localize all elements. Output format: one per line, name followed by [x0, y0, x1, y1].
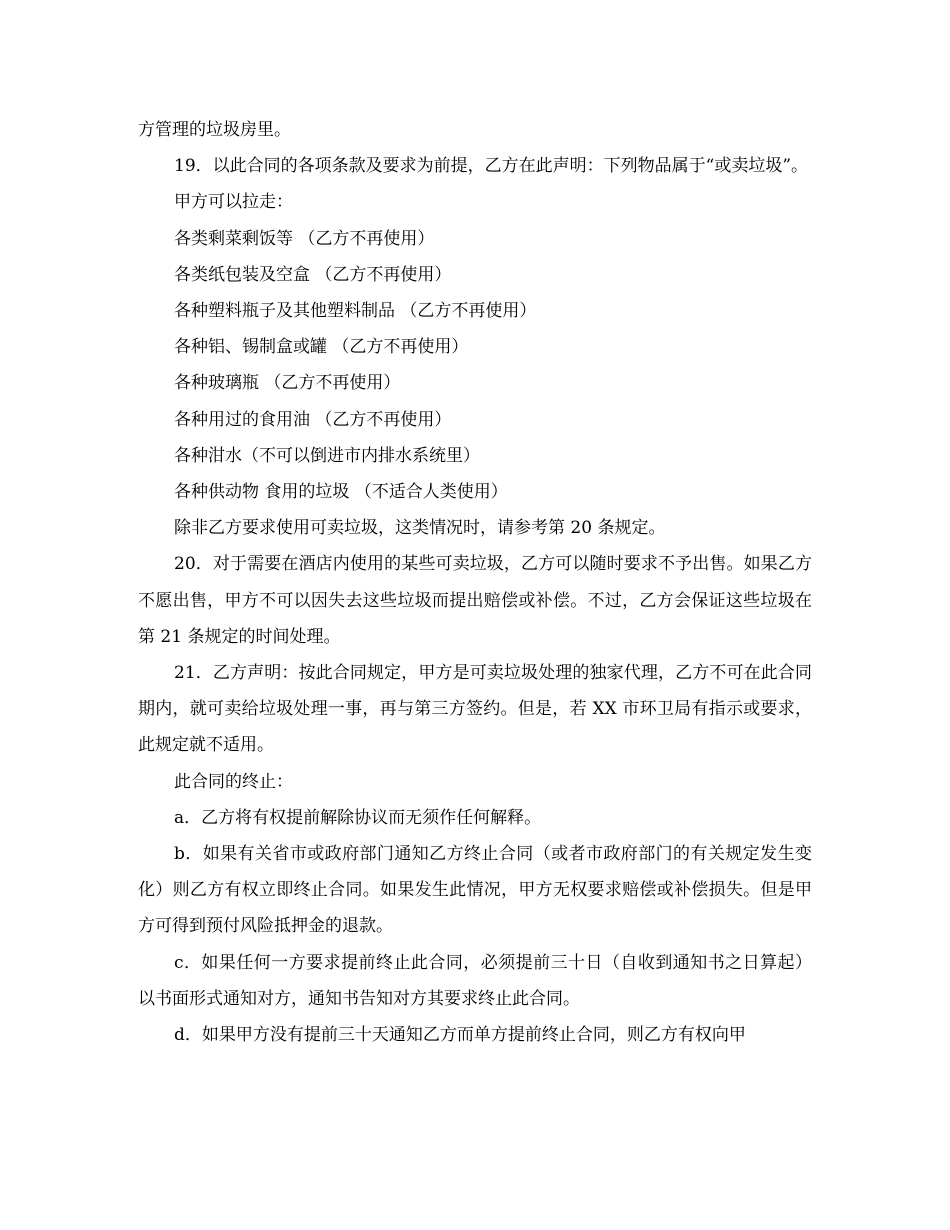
list-item: 各种铝、锡制盒或罐 （乙方不再使用）	[174, 337, 469, 358]
list-item: 各种泔水（不可以倒进市内排水系统里）	[174, 445, 480, 466]
list-item: 各种用过的食用油 （乙方不再使用）	[174, 409, 452, 430]
paragraph-continuation: 方管理的垃圾房里。	[138, 120, 291, 140]
termination-item-b: b．如果有关省市或政府部门通知乙方终止合同（或者市政府部门的有关规定发生变化）则乙方有权立即终止合同。如果发生此情况，甲方无权要求赔偿或补偿损失。但是甲方可得到预付风险抵押金的退款。	[138, 844, 812, 937]
list-intro: 甲方可以拉走：	[174, 192, 293, 213]
document-body	[138, 112, 812, 1053]
list-item: 各类剩菜剩饭等 （乙方不再使用）	[174, 228, 435, 249]
termination-heading: 此合同的终止：	[174, 771, 293, 792]
termination-item-a: a．乙方将有权提前解除协议而无须作任何解释。	[174, 807, 542, 828]
clause-20: 20．对于需要在酒店内使用的某些可卖垃圾，乙方可以随时要求不予出售。如果乙方不愿出售，甲方不可以因失去这些垃圾而提出赔偿或补偿。不过，乙方会保证这些垃圾在第 21 条规定的时间处理。	[138, 554, 812, 647]
list-item: 各种玻璃瓶 （乙方不再使用）	[174, 373, 401, 394]
list-note: 除非乙方要求使用可卖垃圾，这类情况时，请参考第 20 条规定。	[174, 518, 666, 539]
clause-19: 19．以此合同的各项条款及要求为前提，乙方在此声明：下列物品属于“或卖垃圾”。	[174, 156, 809, 177]
list-item: 各类纸包装及空盒 （乙方不再使用）	[174, 264, 452, 285]
termination-item-c: c．如果任何一方要求提前终止此合同，必须提前三十日（自收到通知书之日算起）以书面形式通知对方，通知书告知对方其要求终止此合同。	[138, 952, 812, 1009]
list-item: 各种塑料瓶子及其他塑料制品 （乙方不再使用）	[174, 301, 537, 322]
termination-item-d: d．如果甲方没有提前三十天通知乙方而单方提前终止合同，则乙方有权向甲	[174, 1025, 746, 1046]
list-item: 各种供动物 食用的垃圾 （不适合人类使用）	[174, 482, 508, 503]
clause-21: 21．乙方声明：按此合同规定，甲方是可卖垃圾处理的独家代理，乙方不可在此合同期内，就可卖给垃圾处理一事，再与第三方签约。但是，若 XX 市环卫局有指示或要求，此规定就不适用。	[138, 663, 812, 756]
